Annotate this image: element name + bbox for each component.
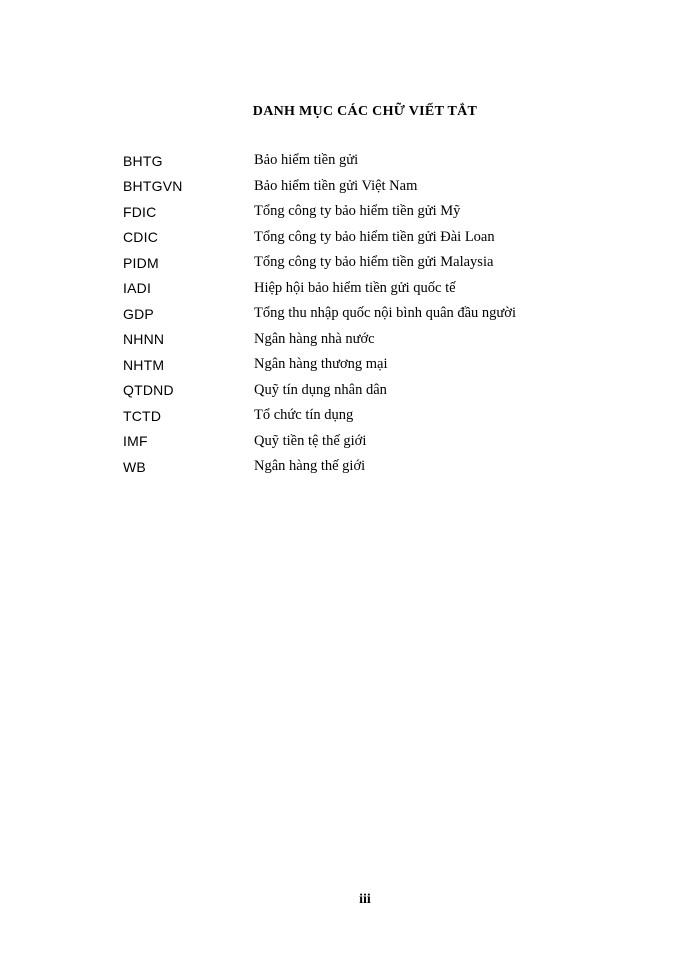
abbreviation-meaning: Bảo hiểm tiền gửi	[254, 152, 359, 169]
abbreviation-meaning: Bảo hiểm tiền gửi Việt Nam	[254, 177, 418, 194]
abbreviation-code: BHTG	[123, 152, 163, 169]
abbreviation-meaning: Ngân hàng thương mại	[254, 356, 388, 373]
abbreviation-row	[123, 429, 603, 455]
abbreviation-code: GDP	[123, 305, 154, 322]
abbreviation-code: NHTM	[123, 356, 165, 373]
abbreviation-meaning: Tổng công ty bảo hiểm tiền gửi Malaysia	[254, 254, 494, 271]
abbreviation-meaning: Tổng thu nhập quốc nội bình quân đầu người	[254, 305, 516, 322]
abbreviation-meaning: Quỹ tiền tệ thế giới	[254, 432, 367, 449]
abbreviation-list	[123, 148, 603, 480]
abbreviation-row	[123, 301, 603, 327]
abbreviation-meaning: Tổng công ty bảo hiểm tiền gửi Mỹ	[254, 203, 461, 220]
abbreviation-meaning: Ngân hàng nhà nước	[254, 330, 375, 347]
abbreviation-row	[123, 352, 603, 378]
page-title: DANH MỤC CÁC CHỮ VIẾT TẮT	[252, 104, 478, 119]
page-number: iii	[359, 892, 371, 907]
abbreviation-code: BHTGVN	[123, 178, 183, 195]
abbreviation-row	[123, 378, 603, 404]
abbreviation-code: TCTD	[123, 407, 162, 424]
abbreviation-code: WB	[123, 458, 146, 475]
abbreviation-code: PIDM	[123, 254, 159, 271]
abbreviation-row	[123, 250, 603, 276]
abbreviation-row	[123, 174, 603, 200]
abbreviation-meaning: Hiệp hội bảo hiểm tiền gửi quốc tế	[254, 279, 456, 296]
abbreviation-row	[123, 276, 603, 302]
abbreviation-row	[123, 199, 603, 225]
abbreviation-meaning: Tổng công ty bảo hiểm tiền gửi Đài Loan	[254, 228, 495, 245]
abbreviation-row	[123, 148, 603, 174]
abbreviation-meaning: Tổ chức tín dụng	[254, 407, 354, 424]
abbreviation-code: IMF	[123, 433, 148, 450]
abbreviation-row	[123, 327, 603, 353]
abbreviation-code: NHNN	[123, 331, 165, 348]
abbreviation-meaning: Ngân hàng thế giới	[254, 458, 366, 475]
abbreviation-row	[123, 225, 603, 251]
abbreviation-meaning: Quỹ tín dụng nhân dân	[254, 381, 387, 398]
abbreviation-code: CDIC	[123, 229, 159, 246]
abbreviation-row	[123, 454, 603, 480]
abbreviation-code: QTDND	[123, 382, 174, 399]
abbreviation-code: IADI	[123, 280, 152, 297]
abbreviation-row	[123, 403, 603, 429]
abbreviation-code: FDIC	[123, 203, 157, 220]
